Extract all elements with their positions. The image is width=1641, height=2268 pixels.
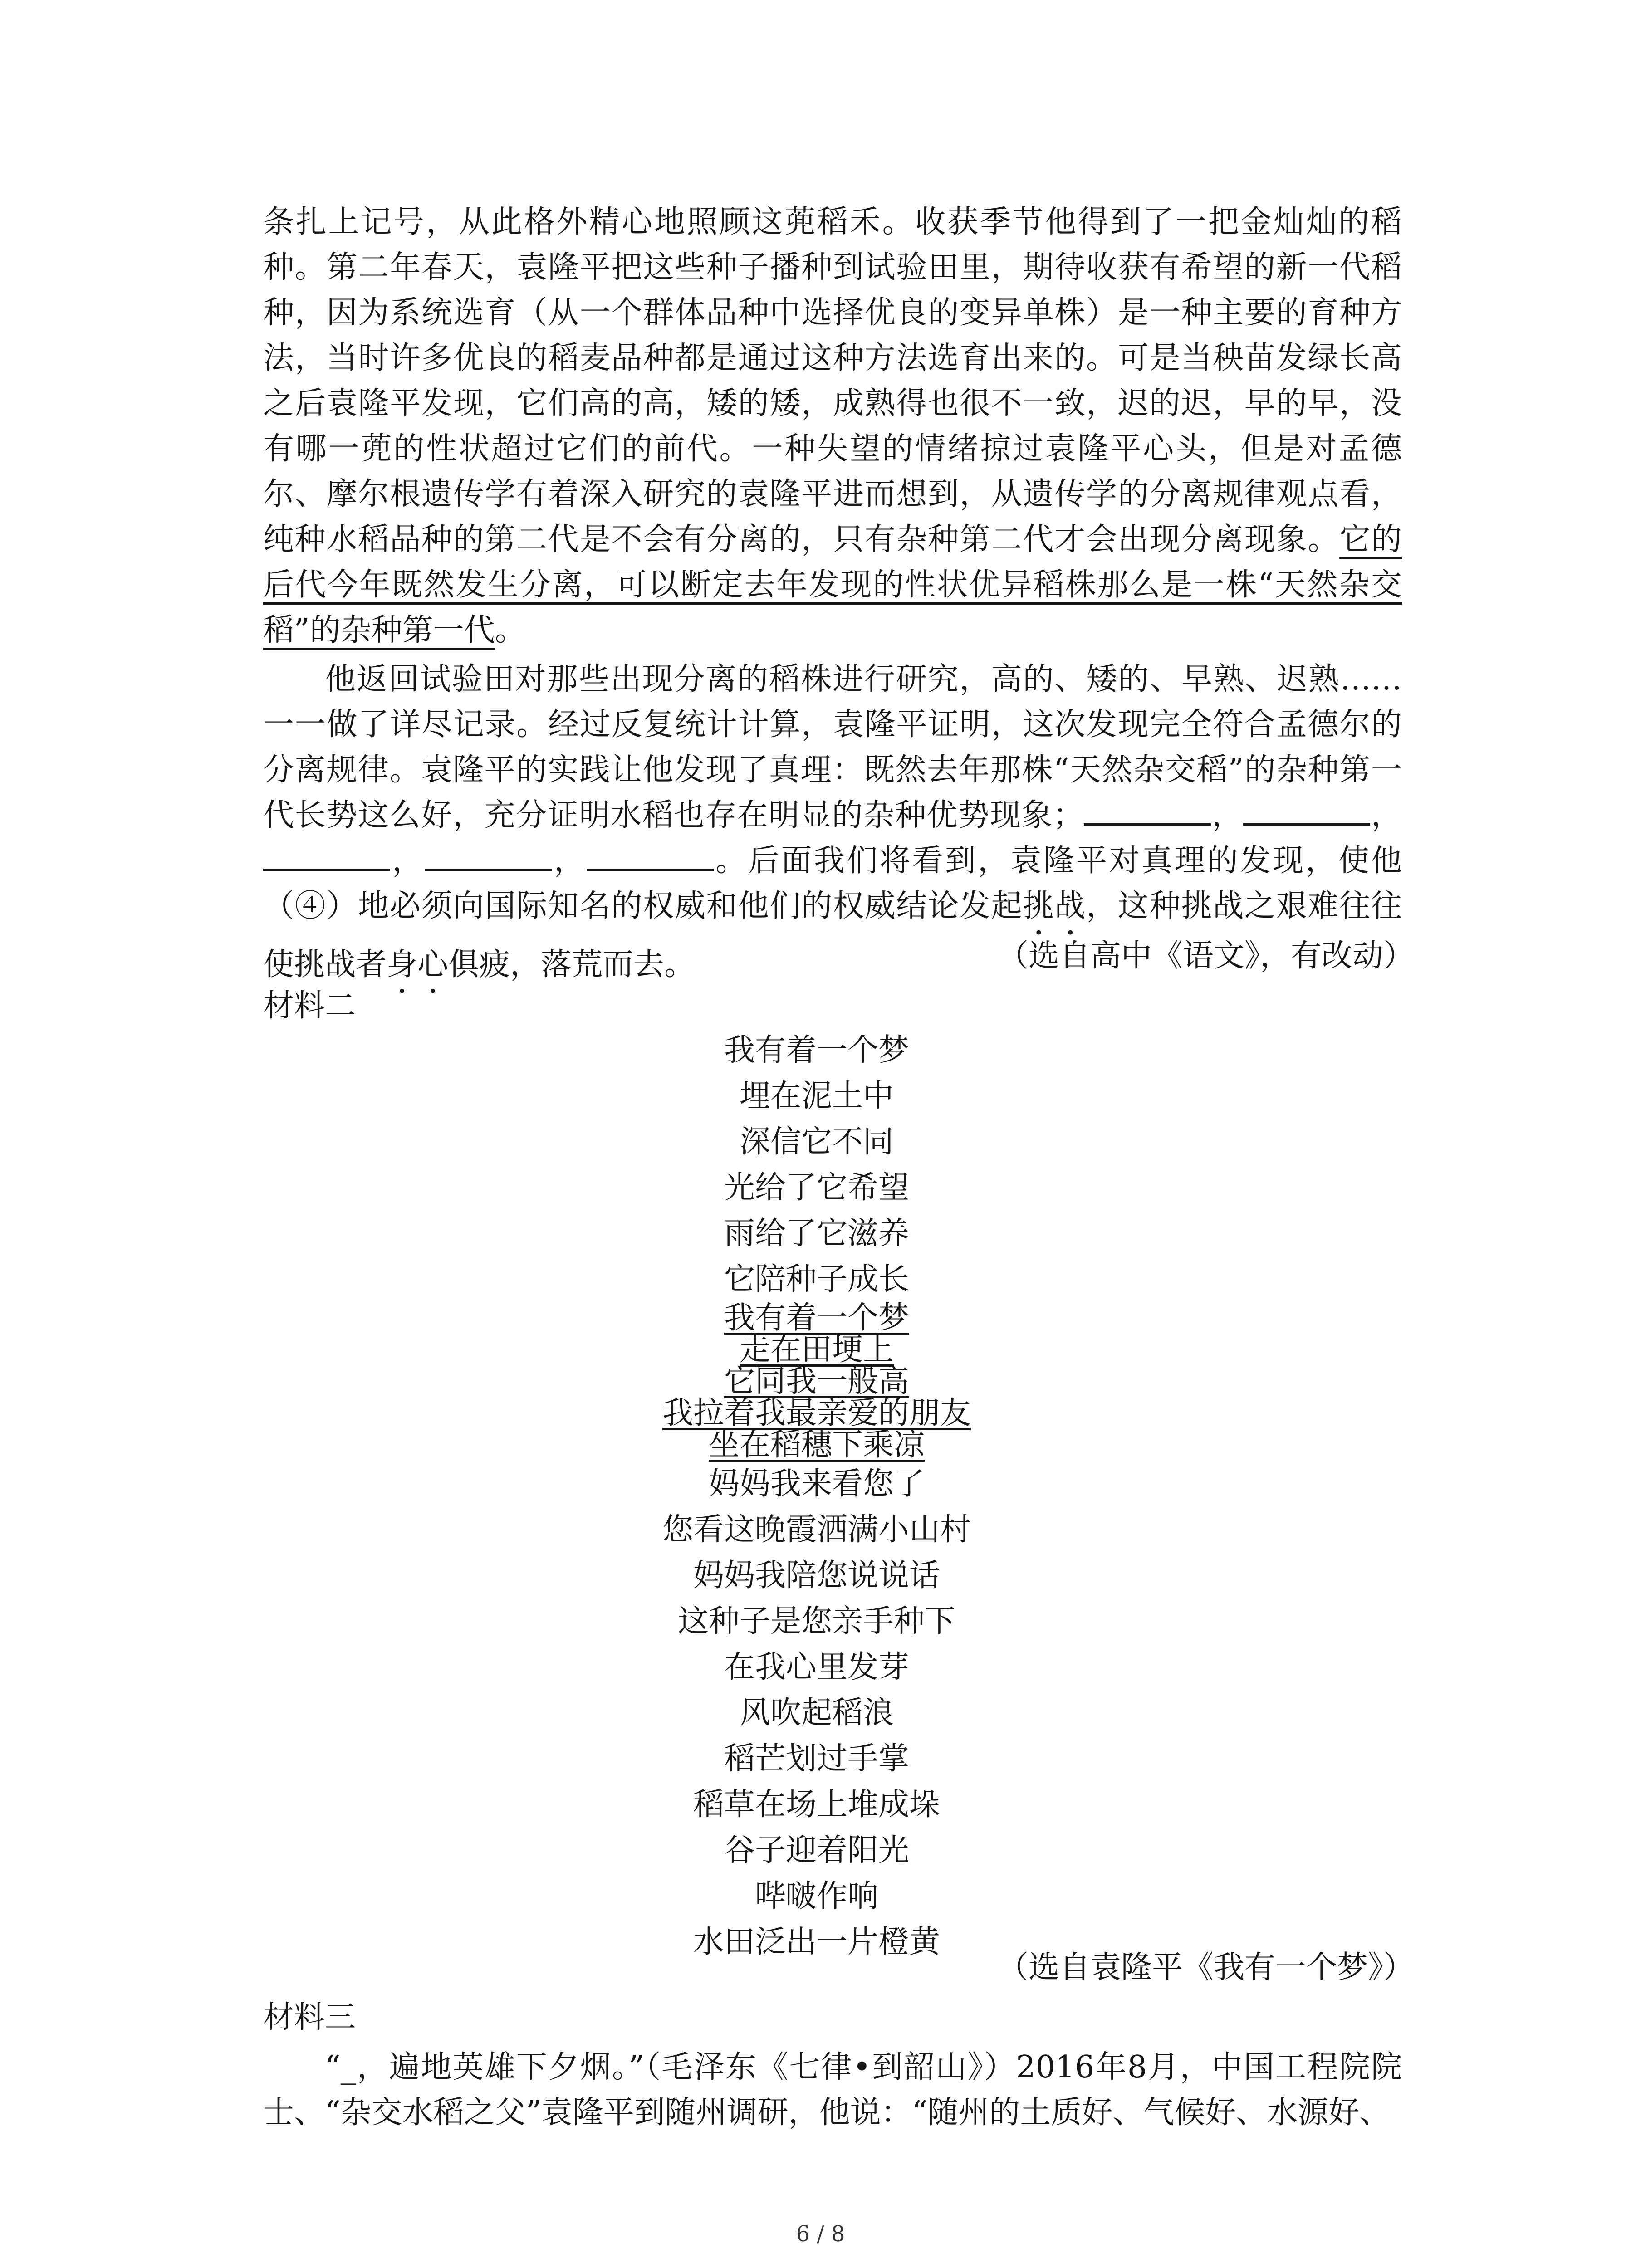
poem-line: 妈妈我来看您了 <box>708 1466 925 1502</box>
emphasized-word: 挑战 <box>1023 888 1087 924</box>
fill-in-blank-2[interactable] <box>1243 797 1370 826</box>
material1-paragraph-1 <box>263 200 1402 653</box>
material3-label: 材料三 <box>263 1999 356 2035</box>
poem-line-text: 我有着一个梦 <box>724 1300 909 1336</box>
poem-line: 稻芒划过手掌 <box>724 1741 909 1777</box>
paragraph-text: 。后面我们将看到，袁隆平对真理的发现，使他（④）地必须向国际知名的权威和他们的权威结论发起 <box>263 843 1402 924</box>
poem-line: 水田泛出一片橙黄 <box>693 1924 940 1960</box>
paragraph-text: 他返回试验田对那些出现分离的稻株进行研究，高的、矮的、早熟、迟熟……一一做了详尽记录。经过反复统计计算，袁隆平证明，这次发现完全符合孟德尔的分离规律。袁隆平的实践让他发现了真理：既然去年那株“天然杂交稻”的杂种第一代长势这么好，充分证明水稻也存在明显的杂种优势现象； <box>263 661 1402 833</box>
separator: ， <box>390 843 425 879</box>
poem-line: 风吹起稻浪 <box>739 1695 894 1731</box>
material2-source: （选自袁隆平《我有一个梦》） <box>997 1950 1414 1985</box>
material3-paragraph <box>263 2045 1402 2136</box>
poem-line-text: 它同我一般高 <box>724 1364 909 1399</box>
poem-underlined-line <box>590 1429 1043 1461</box>
poem-line-text: 我拉着我最亲爱的朋友 <box>662 1395 971 1431</box>
poem-line: 哔啵作响 <box>754 1878 878 1914</box>
paragraph-text: ，这种挑战之艰难往往使挑战者 <box>263 888 1402 982</box>
paragraph-text: 。 <box>495 612 526 648</box>
fill-in-blank-3[interactable] <box>263 842 390 871</box>
separator: ， <box>552 843 587 879</box>
separator: ， <box>1211 797 1244 833</box>
paragraph-text: “_，遍地英雄下夕烟。”（毛泽东《七律•到韶山》）2016年8月，中国工程院院士、“杂交水稻之父”袁隆平到随州调研，他说：“随州的土质好、气候好、水源好、 <box>263 2049 1402 2131</box>
material2-label: 材料二 <box>263 988 356 1024</box>
material1-source: （选自高中《语文》，有改动） <box>997 938 1414 974</box>
poem-line: 妈妈我陪您说说话 <box>693 1558 940 1593</box>
fill-in-blank-4[interactable] <box>425 842 552 871</box>
poem-line: 谷子迎着阳光 <box>724 1833 909 1868</box>
poem-line: 它陪种子成长 <box>724 1261 909 1297</box>
underlined-sentence: 它的后代今年既然发生分离，可以断定去年发现的性状优异稻株那么是一株“天然杂交稻”的杂种第一代 <box>263 522 1402 648</box>
poem-line: 这种子是您亲手种下 <box>677 1603 955 1639</box>
poem-line: 稻草在场上堆成垛 <box>693 1787 940 1823</box>
poem-line-text: 坐在稻穗下乘凉 <box>708 1427 925 1463</box>
poem-line: 您看这晚霞洒满小山村 <box>662 1512 971 1548</box>
poem-line: 在我心里发芽 <box>724 1649 909 1685</box>
page-number: 6 / 8 <box>796 2221 845 2247</box>
fill-in-blank-1[interactable] <box>1084 797 1211 826</box>
emphasized-word: 身心 <box>387 947 449 982</box>
poem-line: 深信它不同 <box>739 1124 894 1160</box>
fill-in-blank-5[interactable] <box>587 842 714 871</box>
poem-underlined-line <box>590 1395 1043 1431</box>
paragraph-text: 条扎上记号，从此格外精心地照顾这蔸稻禾。收获季节他得到了一把金灿灿的稻种。第二年春天，袁隆平把这些种子播种到试验田里，期待收获有希望的新一代稻种，因为系统选育（从一个群体品种中选择优良的变异单株）是一种主要的育种方法，当时许多优良的稻麦品种都是通过这种方法选育出来的。可是当秧苗发绿长高之后袁隆平发现，它们高的高，矮的矮，成熟得也很不一致，迟的迟，早的早，没有哪一蔸的性状超过它们的前代。一种失望的情绪掠过袁隆平心头，但是对孟德尔、摩尔根遗传学有着深入研究的袁隆平进而想到，从遗传学的分离规律观点看，纯种水稻品种的第二代是不会有分离的，只有杂种第二代才会出现分离现象。 <box>263 204 1402 557</box>
poem <box>590 1027 1043 1965</box>
poem-line: 光给了它希望 <box>724 1170 909 1206</box>
separator: ， <box>1370 797 1402 833</box>
poem-underlined-line <box>590 1366 1043 1398</box>
poem-line: 埋在泥土中 <box>739 1078 894 1114</box>
poem-line: 雨给了它滋养 <box>724 1216 909 1251</box>
poem-line: 我有着一个梦 <box>724 1032 909 1068</box>
poem-underlined-line <box>590 1302 1043 1334</box>
poem-underlined-line <box>590 1334 1043 1366</box>
paragraph-text: 俱疲，落荒而去。 <box>448 947 696 982</box>
poem-line-text: 走在田埂上 <box>739 1332 894 1368</box>
